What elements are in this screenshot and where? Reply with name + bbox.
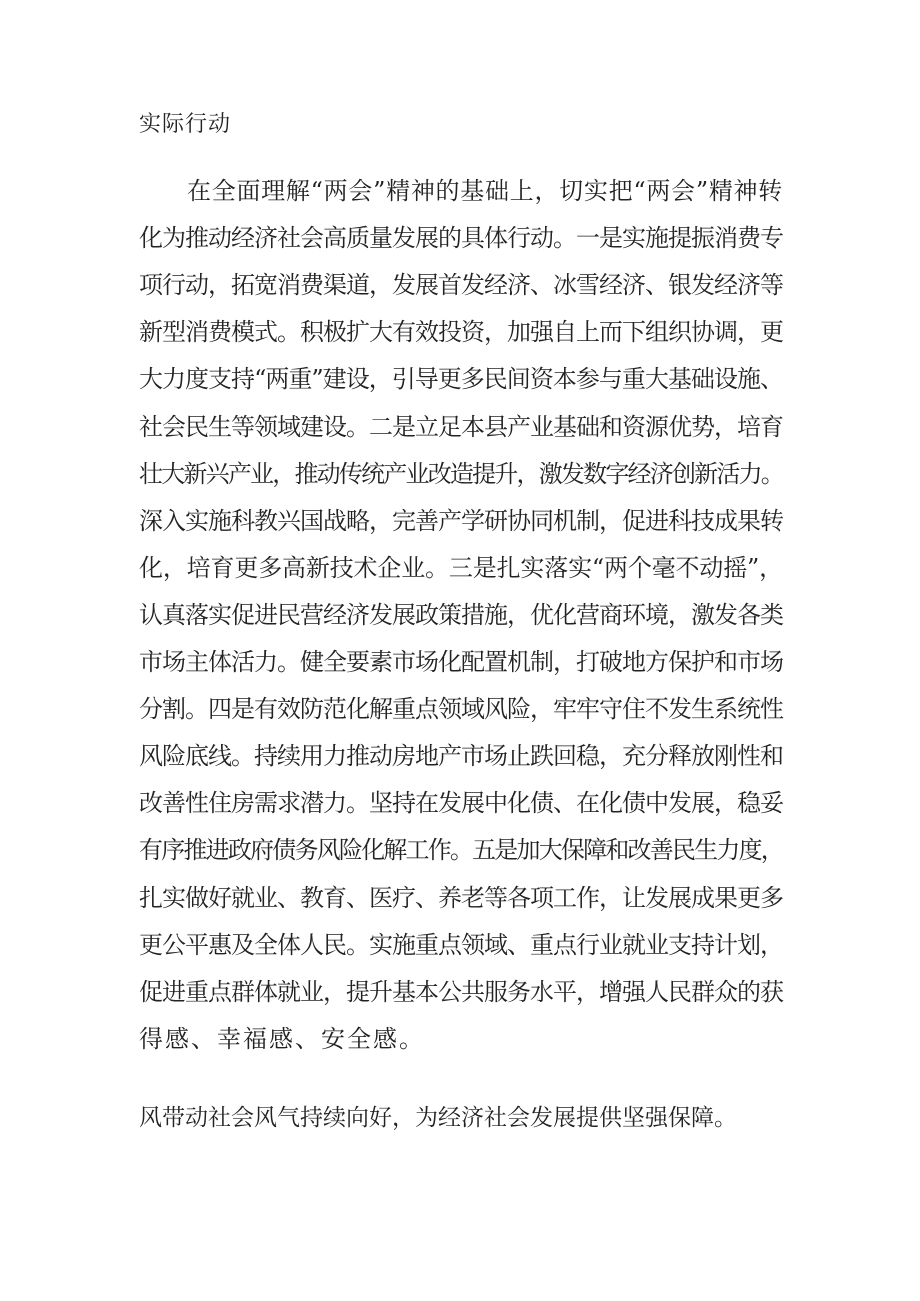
section-heading: 实际行动 (139, 112, 232, 137)
body-line: 化，培育更多高新技术企业。三是扎实落实“两个毫不动摇”， (139, 553, 783, 582)
body-line: 促进重点群体就业，提升基本公共服务水平，增强人民群众的获 (139, 977, 783, 1006)
body-line: 风险底线。持续用力推动房地产市场止跌回稳，充分释放刚性和 (139, 742, 783, 771)
body-line: 化为推动经济社会高质量发展的具体行动。一是实施提振消费专 (139, 224, 783, 253)
body-line: 得感、幸福感、安全感。 (139, 1024, 425, 1053)
body-line: 扎实做好就业、教育、医疗、养老等各项工作，让发展成果更多 (139, 883, 783, 912)
body-line: 新型消费模式。积极扩大有效投资，加强自上而下组织协调，更 (139, 318, 783, 347)
body-line: 深入实施科教兴国战略，完善产学研协同机制，促进科技成果转 (139, 506, 783, 535)
body-line: 社会民生等领域建设。二是立足本县产业基础和资源优势，培育 (139, 412, 783, 441)
body-line: 分割。四是有效防范化解重点领域风险，牢牢守住不发生系统性 (139, 695, 783, 724)
body-line: 改善性住房需求潜力。坚持在发展中化债、在化债中发展，稳妥 (139, 789, 783, 818)
body-line: 更公平惠及全体人民。实施重点领域、重点行业就业支持计划， (139, 930, 783, 959)
body-line: 在全面理解“两会”精神的基础上，切实把“两会”精神转 (187, 177, 783, 205)
body-line: 有序推进政府债务风险化解工作。五是加大保障和改善民生力度， (139, 836, 783, 865)
body-line: 认真落实促进民营经济发展政策措施，优化营商环境，激发各类 (139, 600, 783, 629)
trailing-line: 风带动社会风气持续向好，为经济社会发展提供坚强保障。 (139, 1105, 737, 1131)
body-line: 项行动，拓宽消费渠道，发展首发经济、冰雪经济、银发经济等 (139, 271, 783, 300)
body-line: 壮大新兴产业，推动传统产业改造提升，激发数字经济创新活力。 (139, 459, 783, 488)
body-line: 大力度支持“两重”建设，引导更多民间资本参与重大基础设施、 (139, 365, 783, 394)
body-line: 市场主体活力。健全要素市场化配置机制，打破地方保护和市场 (139, 648, 783, 676)
